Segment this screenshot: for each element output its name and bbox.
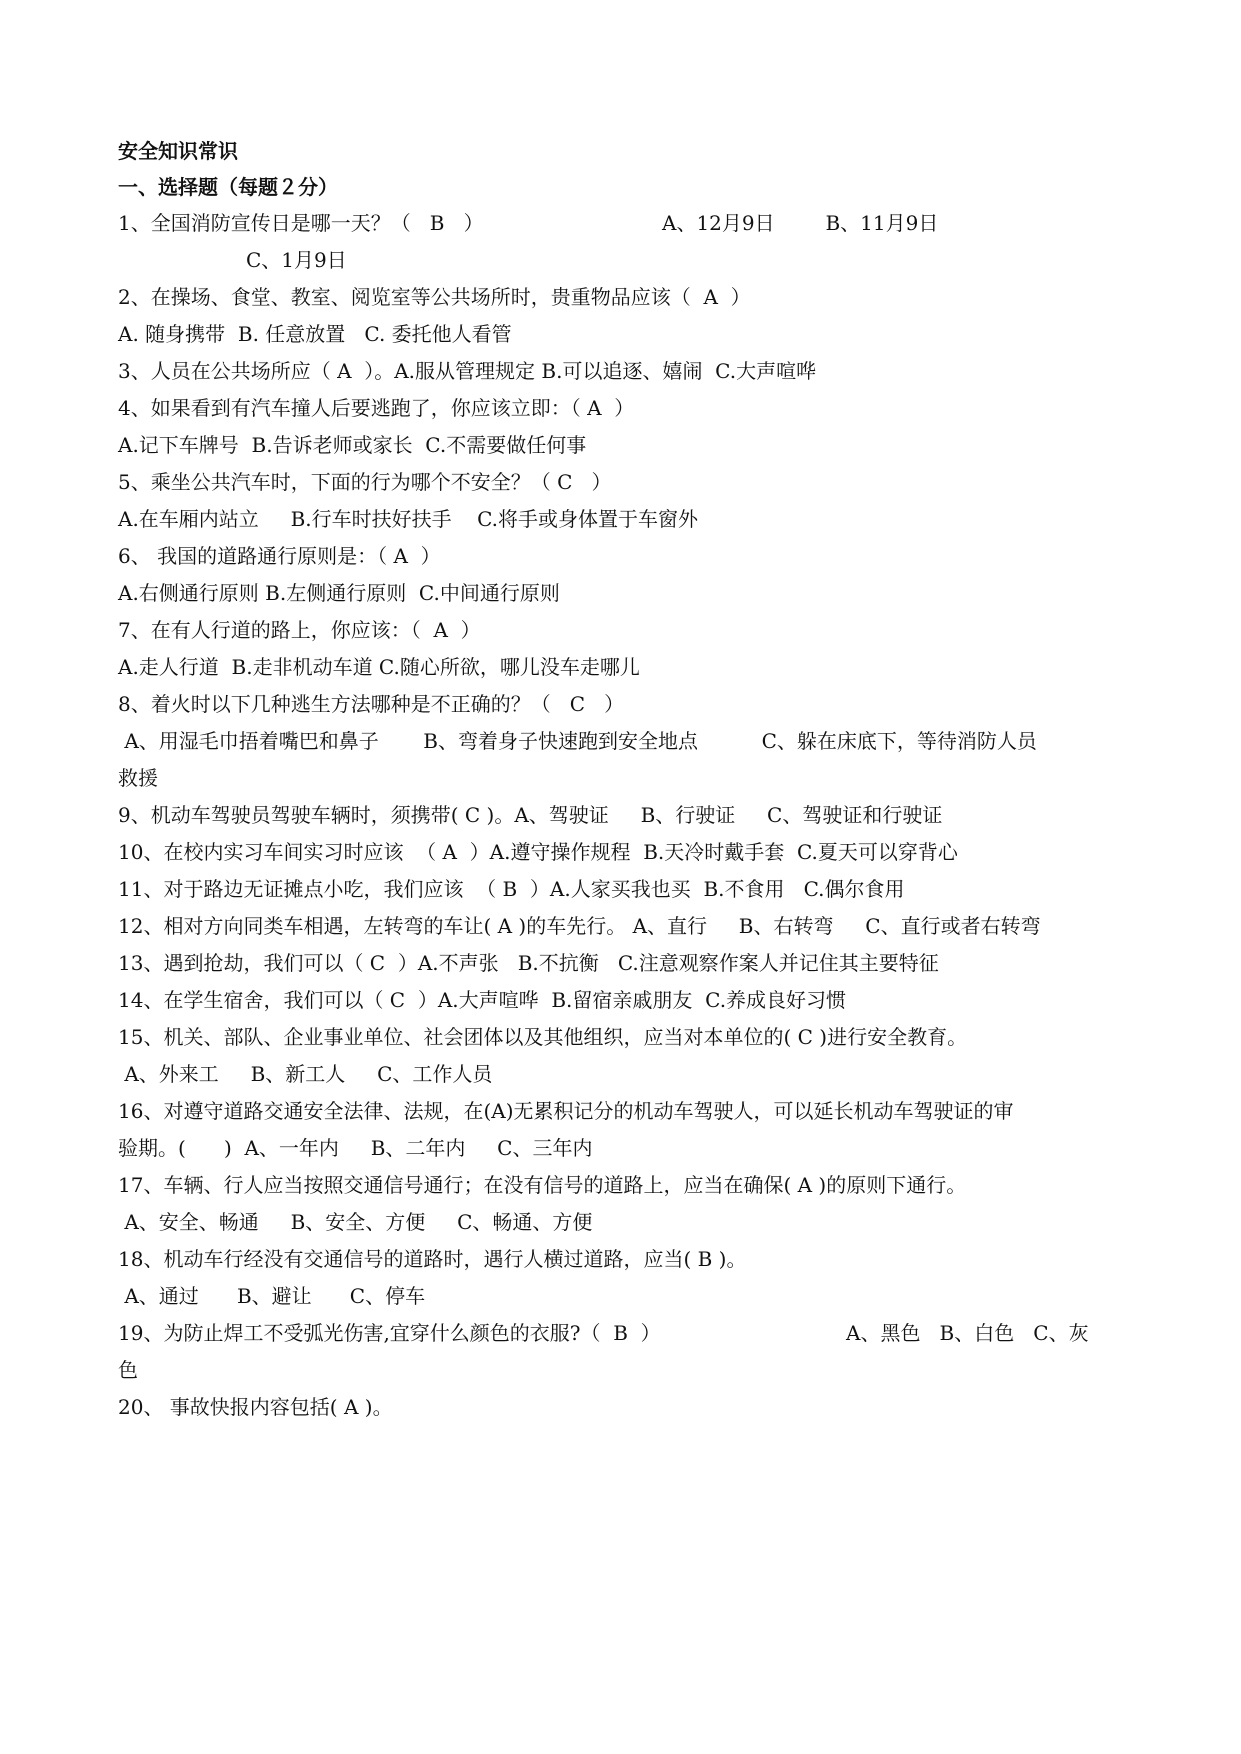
question-8-options-cont: 救援: [118, 766, 158, 790]
question-19-options: A、黑色 B、白色 C、灰: [846, 1321, 1089, 1345]
question-4: 4、如果看到有汽车撞人后要逃跑了，你应该立即：（ A ）: [118, 396, 635, 420]
question-14: 14、在学生宿舍，我们可以（ C ）A.大声喧哗 B.留宿亲戚朋友 C.养成良好习惯: [118, 988, 847, 1012]
question-10: 10、在校内实习车间实习时应该 （ A ）A.遵守操作规程 B.天冷时戴手套 C.夏天可以穿背心: [118, 840, 958, 864]
question-2: 2、在操场、食堂、教室、阅览室等公共场所时，贵重物品应该（ A ）: [118, 285, 751, 309]
question-7: 7、在有人行道的路上，你应该：（ A ）: [118, 618, 481, 642]
question-1-options: A、12月9日 B、11月9日: [662, 211, 939, 235]
question-5-options: A.在车厢内站立 B.行车时扶好扶手 C.将手或身体置于车窗外: [118, 507, 699, 531]
question-8: 8、着火时以下几种逃生方法哪种是不正确的？（ C ）: [118, 692, 625, 716]
question-18: 18、机动车行经没有交通信号的道路时，遇行人横过道路，应当( B )。: [118, 1247, 747, 1271]
question-3: 3、人员在公共场所应（ A ）。A.服从管理规定 B.可以追逐、嬉闹 C.大声喧哗: [118, 359, 817, 383]
question-19: 19、为防止焊工不受弧光伤害,宜穿什么颜色的衣服?（ B ）: [118, 1321, 661, 1345]
question-6: 6、 我国的道路通行原则是：（ A ）: [118, 544, 441, 568]
question-8-options: A、用湿毛巾捂着嘴巴和鼻子 B、弯着身子快速跑到安全地点 C、躲在床底下，等待消防人员: [118, 729, 1037, 753]
question-1: 1、全国消防宣传日是哪一天？（ B ）: [118, 211, 484, 235]
question-15: 15、机关、部队、企业事业单位、社会团体以及其他组织，应当对本单位的( C )进行安全教育。: [118, 1025, 968, 1049]
question-17-options: A、安全、畅通 B、安全、方便 C、畅通、方便: [118, 1210, 593, 1234]
question-17: 17、车辆、行人应当按照交通信号通行；在没有信号的道路上，应当在确保( A )的原则下通行。: [118, 1173, 967, 1197]
question-20: 20、 事故快报内容包括( A )。: [118, 1395, 393, 1419]
question-7-options: A.走人行道 B.走非机动车道 C.随心所欲，哪儿没车走哪儿: [118, 655, 640, 679]
question-16: 16、对遵守道路交通安全法律、法规，在(A)无累积记分的机动车驾驶人，可以延长机动车驾驶证的审: [118, 1099, 1014, 1123]
document-title: 安全知识常识: [118, 139, 238, 163]
question-1-option-c: C、1月9日: [246, 248, 347, 272]
question-16-options: 验期。( ) A、一年内 B、二年内 C、三年内: [118, 1136, 593, 1160]
question-6-options: A.右侧通行原则 B.左侧通行原则 C.中间通行原则: [118, 581, 560, 605]
question-4-options: A.记下车牌号 B.告诉老师或家长 C.不需要做任何事: [118, 433, 587, 457]
question-9: 9、机动车驾驶员驾驶车辆时，须携带( C )。A、驾驶证 B、行驶证 C、驾驶证和行驶证: [118, 803, 943, 827]
question-12: 12、相对方向同类车相遇，左转弯的车让( A )的车先行。 A、直行 B、右转弯 C、直行或者右转弯: [118, 914, 1041, 938]
question-19-options-cont: 色: [118, 1358, 138, 1382]
section-heading: 一、选择题（每题２分）: [118, 175, 338, 199]
question-2-options: A. 随身携带 B. 任意放置 C. 委托他人看管: [118, 322, 512, 346]
question-13: 13、遇到抢劫，我们可以（ C ）A.不声张 B.不抗衡 C.注意观察作案人并记住其主要特征: [118, 951, 939, 975]
question-5: 5、乘坐公共汽车时，下面的行为哪个不安全？（ C ）: [118, 470, 612, 494]
question-11: 11、对于路边无证摊点小吃，我们应该 （ B ）A.人家买我也买 B.不食用 C.偶尔食用: [118, 877, 905, 901]
question-18-options: A、通过 B、避让 C、停车: [118, 1284, 426, 1308]
question-15-options: A、外来工 B、新工人 C、工作人员: [118, 1062, 493, 1086]
